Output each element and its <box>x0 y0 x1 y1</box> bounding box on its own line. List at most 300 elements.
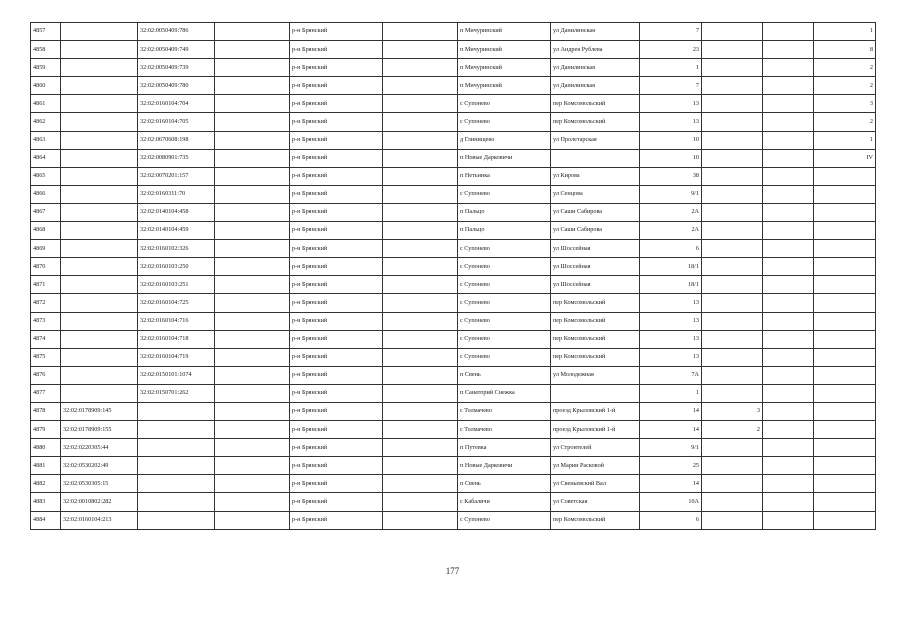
table-row <box>31 59 876 77</box>
cell-empty-col-3 <box>763 240 814 258</box>
cell-settlement: с Супонево <box>458 95 551 113</box>
cell-street: ул Шоссейная <box>551 240 640 258</box>
cell-district: р-н Брянский <box>290 113 383 131</box>
cell-district: р-н Брянский <box>290 493 383 511</box>
cell-street: ул Шоссейная <box>551 258 640 276</box>
cell-district: р-н Брянский <box>290 366 383 384</box>
cell-cadastral-number-b <box>138 475 215 493</box>
cell-cadastral-number-a: 32:02:0010802:282 <box>61 493 138 511</box>
cell-empty-col-1 <box>215 41 290 59</box>
cell-empty-col-2 <box>383 41 458 59</box>
cell-empty-col-3 <box>763 421 814 439</box>
cell-apartment-number <box>702 149 763 167</box>
cell-settlement: п Мичуринский <box>458 77 551 95</box>
cell-extra-value <box>814 493 876 511</box>
cell-apartment-number <box>702 113 763 131</box>
cell-settlement: с Супонево <box>458 511 551 529</box>
cell-cadastral-number-a <box>61 366 138 384</box>
cell-street: пер Комсомольский <box>551 511 640 529</box>
cell-cadastral-number-a <box>61 240 138 258</box>
cell-house-number: 1 <box>640 59 702 77</box>
cell-empty-col-1 <box>215 113 290 131</box>
cell-district: р-н Брянский <box>290 149 383 167</box>
cell-district: р-н Брянский <box>290 240 383 258</box>
cell-cadastral-number-b: 32:02:0150701:262 <box>138 384 215 402</box>
cell-empty-col-1 <box>215 439 290 457</box>
cell-cadastral-number-a <box>61 59 138 77</box>
cell-empty-col-2 <box>383 167 458 185</box>
cell-empty-col-3 <box>763 402 814 420</box>
cell-empty-col-1 <box>215 23 290 41</box>
cell-house-number: 13 <box>640 95 702 113</box>
cell-empty-col-2 <box>383 312 458 330</box>
cell-apartment-number: 3 <box>702 402 763 420</box>
cell-street: ул Молодежная <box>551 366 640 384</box>
cell-row-number: 4857 <box>31 23 61 41</box>
cell-empty-col-3 <box>763 23 814 41</box>
cell-extra-value <box>814 421 876 439</box>
cell-apartment-number <box>702 167 763 185</box>
cell-house-number: 10 <box>640 149 702 167</box>
cell-cadastral-number-a <box>61 149 138 167</box>
cell-cadastral-number-b: 32:02:0140104:459 <box>138 222 215 240</box>
cell-row-number: 4879 <box>31 421 61 439</box>
table-row <box>31 384 876 402</box>
cell-house-number: 7 <box>640 77 702 95</box>
cell-settlement: с Супонево <box>458 276 551 294</box>
cell-apartment-number <box>702 222 763 240</box>
cell-house-number: 6 <box>640 511 702 529</box>
cell-settlement: п Пальцо <box>458 222 551 240</box>
cell-extra-value <box>814 457 876 475</box>
cell-extra-value <box>814 366 876 384</box>
cell-settlement: с Супонево <box>458 185 551 203</box>
cell-settlement: с Супонево <box>458 113 551 131</box>
cell-row-number: 4884 <box>31 511 61 529</box>
cell-row-number: 4883 <box>31 493 61 511</box>
cell-empty-col-2 <box>383 59 458 77</box>
cell-district: р-н Брянский <box>290 203 383 221</box>
cell-settlement: п Свень <box>458 475 551 493</box>
cell-street: ул Саши Сабирова <box>551 203 640 221</box>
cell-settlement: с Толмачево <box>458 402 551 420</box>
cell-street: ул Марии Расковой <box>551 457 640 475</box>
table-row <box>31 439 876 457</box>
cell-district: р-н Брянский <box>290 131 383 149</box>
cell-cadastral-number-a <box>61 113 138 131</box>
cell-district: р-н Брянский <box>290 330 383 348</box>
cell-street: ул Данилинская <box>551 59 640 77</box>
cell-district: р-н Брянский <box>290 41 383 59</box>
cell-empty-col-1 <box>215 131 290 149</box>
table-row <box>31 23 876 41</box>
cell-cadastral-number-b <box>138 457 215 475</box>
cell-apartment-number <box>702 95 763 113</box>
cell-row-number: 4869 <box>31 240 61 258</box>
cell-house-number: 7А <box>640 366 702 384</box>
cell-empty-col-1 <box>215 348 290 366</box>
cell-empty-col-2 <box>383 23 458 41</box>
table-row <box>31 348 876 366</box>
cell-cadastral-number-b: 32:02:0050409:786 <box>138 23 215 41</box>
cell-cadastral-number-a: 32:02:0178909:155 <box>61 421 138 439</box>
cell-apartment-number <box>702 511 763 529</box>
cell-apartment-number <box>702 348 763 366</box>
cell-district: р-н Брянский <box>290 95 383 113</box>
table-row <box>31 113 876 131</box>
cell-district: р-н Брянский <box>290 312 383 330</box>
cell-house-number: 14 <box>640 475 702 493</box>
cell-empty-col-3 <box>763 185 814 203</box>
page-number: 177 <box>445 566 460 576</box>
cell-district: р-н Брянский <box>290 511 383 529</box>
cell-empty-col-3 <box>763 258 814 276</box>
cell-empty-col-3 <box>763 113 814 131</box>
cell-empty-col-1 <box>215 294 290 312</box>
cell-empty-col-3 <box>763 439 814 457</box>
table-row <box>31 95 876 113</box>
cell-house-number: 23 <box>640 41 702 59</box>
cell-extra-value <box>814 348 876 366</box>
cell-empty-col-2 <box>383 95 458 113</box>
cell-row-number: 4874 <box>31 330 61 348</box>
cell-row-number: 4875 <box>31 348 61 366</box>
cell-settlement: с Супонево <box>458 348 551 366</box>
cell-house-number: 9/1 <box>640 439 702 457</box>
cell-street: пер Комсомольский <box>551 294 640 312</box>
cell-district: р-н Брянский <box>290 276 383 294</box>
cell-empty-col-2 <box>383 294 458 312</box>
cell-apartment-number <box>702 185 763 203</box>
cell-apartment-number <box>702 240 763 258</box>
cell-street: проезд Крыловский 1-й <box>551 421 640 439</box>
cell-house-number: 38 <box>640 167 702 185</box>
cell-empty-col-2 <box>383 113 458 131</box>
cell-empty-col-1 <box>215 276 290 294</box>
cell-house-number: 6 <box>640 240 702 258</box>
cell-cadastral-number-a <box>61 384 138 402</box>
cell-empty-col-2 <box>383 77 458 95</box>
cell-apartment-number <box>702 131 763 149</box>
cell-row-number: 4871 <box>31 276 61 294</box>
cell-house-number: 7 <box>640 23 702 41</box>
cell-extra-value <box>814 240 876 258</box>
cell-empty-col-3 <box>763 493 814 511</box>
cell-empty-col-3 <box>763 366 814 384</box>
cell-cadastral-number-a <box>61 95 138 113</box>
cell-district: р-н Брянский <box>290 475 383 493</box>
cell-empty-col-2 <box>383 185 458 203</box>
cell-apartment-number <box>702 258 763 276</box>
cell-apartment-number <box>702 493 763 511</box>
cell-cadastral-number-a <box>61 203 138 221</box>
cell-cadastral-number-a <box>61 77 138 95</box>
cell-empty-col-1 <box>215 203 290 221</box>
cell-row-number: 4860 <box>31 77 61 95</box>
cell-settlement: п Санаторий Снежка <box>458 384 551 402</box>
cell-row-number: 4865 <box>31 167 61 185</box>
table-row <box>31 131 876 149</box>
cell-house-number: 2А <box>640 222 702 240</box>
cell-empty-col-2 <box>383 402 458 420</box>
cell-apartment-number <box>702 330 763 348</box>
cell-cadastral-number-b: 32:02:0160104:716 <box>138 312 215 330</box>
cell-extra-value <box>814 384 876 402</box>
cell-cadastral-number-a: 32:02:0530202:49 <box>61 457 138 475</box>
cell-empty-col-3 <box>763 276 814 294</box>
cell-empty-col-1 <box>215 222 290 240</box>
cell-row-number: 4876 <box>31 366 61 384</box>
cell-extra-value: 1 <box>814 23 876 41</box>
table-row <box>31 457 876 475</box>
cell-cadastral-number-b: 32:02:0160104:705 <box>138 113 215 131</box>
cell-house-number: 10А <box>640 493 702 511</box>
cell-extra-value: 2 <box>814 113 876 131</box>
cell-house-number: 9/1 <box>640 185 702 203</box>
cell-empty-col-3 <box>763 59 814 77</box>
cell-house-number: 2А <box>640 203 702 221</box>
cell-empty-col-2 <box>383 511 458 529</box>
cell-street: пер Комсомольский <box>551 348 640 366</box>
cell-empty-col-1 <box>215 475 290 493</box>
cell-house-number: 13 <box>640 294 702 312</box>
cell-apartment-number <box>702 59 763 77</box>
cell-empty-col-3 <box>763 77 814 95</box>
cell-row-number: 4872 <box>31 294 61 312</box>
cell-cadastral-number-b: 32:02:0160311:70 <box>138 185 215 203</box>
cell-settlement: п Новые Дарковичи <box>458 149 551 167</box>
cell-extra-value <box>814 475 876 493</box>
cell-extra-value: IV <box>814 149 876 167</box>
table-row <box>31 258 876 276</box>
table-row <box>31 167 876 185</box>
cell-extra-value <box>814 185 876 203</box>
cell-street: ул Свеньевский Вал <box>551 475 640 493</box>
cell-empty-col-2 <box>383 203 458 221</box>
cell-apartment-number <box>702 23 763 41</box>
cell-street: пер Комсомольский <box>551 95 640 113</box>
cell-empty-col-1 <box>215 95 290 113</box>
cell-street: ул Шоссейная <box>551 276 640 294</box>
cell-row-number: 4866 <box>31 185 61 203</box>
cell-extra-value <box>814 294 876 312</box>
cell-empty-col-2 <box>383 366 458 384</box>
cell-apartment-number <box>702 294 763 312</box>
cell-apartment-number <box>702 41 763 59</box>
cell-empty-col-1 <box>215 457 290 475</box>
cell-extra-value <box>814 402 876 420</box>
cell-cadastral-number-a <box>61 185 138 203</box>
cell-row-number: 4878 <box>31 402 61 420</box>
cell-empty-col-2 <box>383 330 458 348</box>
cell-row-number: 4861 <box>31 95 61 113</box>
cell-empty-col-3 <box>763 203 814 221</box>
table-row <box>31 294 876 312</box>
cell-cadastral-number-a <box>61 258 138 276</box>
cell-street <box>551 149 640 167</box>
cell-house-number: 13 <box>640 113 702 131</box>
cell-extra-value: 1 <box>814 131 876 149</box>
cell-empty-col-1 <box>215 258 290 276</box>
cell-extra-value <box>814 330 876 348</box>
cell-district: р-н Брянский <box>290 185 383 203</box>
cell-district: р-н Брянский <box>290 59 383 77</box>
table-row <box>31 402 876 420</box>
cell-extra-value <box>814 203 876 221</box>
table-row <box>31 366 876 384</box>
cell-settlement: п Свень <box>458 366 551 384</box>
table-row <box>31 421 876 439</box>
cell-house-number: 13 <box>640 330 702 348</box>
cell-empty-col-3 <box>763 475 814 493</box>
cell-district: р-н Брянский <box>290 421 383 439</box>
cell-row-number: 4881 <box>31 457 61 475</box>
cell-cadastral-number-b: 32:02:0160103:251 <box>138 276 215 294</box>
cell-empty-col-2 <box>383 439 458 457</box>
cell-empty-col-2 <box>383 276 458 294</box>
cell-house-number: 14 <box>640 421 702 439</box>
cell-empty-col-1 <box>215 493 290 511</box>
cell-empty-col-1 <box>215 185 290 203</box>
cell-settlement: д Глинищево <box>458 131 551 149</box>
registry-table <box>30 22 876 530</box>
cell-street: ул Данилинская <box>551 77 640 95</box>
cell-settlement: с Супонево <box>458 258 551 276</box>
cell-street: ул Сенцова <box>551 185 640 203</box>
cell-extra-value: 2 <box>814 77 876 95</box>
cell-cadastral-number-b: 32:02:0160104:718 <box>138 330 215 348</box>
table-row <box>31 149 876 167</box>
table-row <box>31 511 876 529</box>
table-row <box>31 312 876 330</box>
cell-row-number: 4882 <box>31 475 61 493</box>
table-row <box>31 240 876 258</box>
cell-empty-col-1 <box>215 312 290 330</box>
cell-settlement: с Супонево <box>458 330 551 348</box>
cell-cadastral-number-a <box>61 312 138 330</box>
cell-empty-col-2 <box>383 348 458 366</box>
cell-extra-value: 8 <box>814 41 876 59</box>
cell-cadastral-number-b: 32:02:0160102:326 <box>138 240 215 258</box>
cell-cadastral-number-a <box>61 23 138 41</box>
cell-empty-col-2 <box>383 493 458 511</box>
cell-house-number: 10 <box>640 131 702 149</box>
cell-cadastral-number-a <box>61 222 138 240</box>
cell-cadastral-number-b: 32:02:0140104:458 <box>138 203 215 221</box>
cell-house-number: 1 <box>640 384 702 402</box>
cell-extra-value <box>814 276 876 294</box>
table-row <box>31 330 876 348</box>
cell-row-number: 4870 <box>31 258 61 276</box>
cell-street: пер Комсомольский <box>551 330 640 348</box>
cell-row-number: 4867 <box>31 203 61 221</box>
cell-empty-col-3 <box>763 222 814 240</box>
cell-cadastral-number-a <box>61 167 138 185</box>
cell-cadastral-number-b <box>138 439 215 457</box>
cell-settlement: п Мичуринский <box>458 59 551 77</box>
cell-empty-col-1 <box>215 330 290 348</box>
cell-street: ул Данилинская <box>551 23 640 41</box>
cell-extra-value <box>814 439 876 457</box>
cell-district: р-н Брянский <box>290 439 383 457</box>
cell-cadastral-number-b <box>138 402 215 420</box>
cell-street: ул Пролетарская <box>551 131 640 149</box>
cell-row-number: 4873 <box>31 312 61 330</box>
cell-cadastral-number-b: 32:02:0160103:250 <box>138 258 215 276</box>
cell-empty-col-1 <box>215 402 290 420</box>
cell-settlement: с Кабаличи <box>458 493 551 511</box>
cell-empty-col-3 <box>763 384 814 402</box>
cell-apartment-number <box>702 366 763 384</box>
cell-empty-col-3 <box>763 95 814 113</box>
cell-empty-col-1 <box>215 167 290 185</box>
table-row <box>31 185 876 203</box>
cell-empty-col-1 <box>215 149 290 167</box>
cell-district: р-н Брянский <box>290 348 383 366</box>
cell-empty-col-3 <box>763 131 814 149</box>
cell-empty-col-3 <box>763 167 814 185</box>
cell-apartment-number <box>702 439 763 457</box>
cell-house-number: 13 <box>640 312 702 330</box>
cell-empty-col-1 <box>215 511 290 529</box>
table-row <box>31 77 876 95</box>
cell-empty-col-2 <box>383 457 458 475</box>
cell-empty-col-3 <box>763 348 814 366</box>
cell-settlement: с Супонево <box>458 312 551 330</box>
cell-empty-col-1 <box>215 366 290 384</box>
cell-street: ул Советская <box>551 493 640 511</box>
cell-row-number: 4877 <box>31 384 61 402</box>
cell-cadastral-number-b <box>138 421 215 439</box>
cell-street: ул Кирова <box>551 167 640 185</box>
table-row <box>31 203 876 221</box>
cell-cadastral-number-b: 32:02:0050409:780 <box>138 77 215 95</box>
cell-empty-col-3 <box>763 149 814 167</box>
cell-house-number: 14 <box>640 402 702 420</box>
cell-cadastral-number-a <box>61 294 138 312</box>
cell-empty-col-2 <box>383 475 458 493</box>
cell-cadastral-number-a: 32:02:0178909:145 <box>61 402 138 420</box>
cell-cadastral-number-b: 32:02:0150101:1074 <box>138 366 215 384</box>
cell-cadastral-number-b: 32:02:0670608:198 <box>138 131 215 149</box>
cell-empty-col-3 <box>763 312 814 330</box>
cell-street: ул Андрея Рублева <box>551 41 640 59</box>
cell-empty-col-2 <box>383 421 458 439</box>
cell-cadastral-number-a <box>61 41 138 59</box>
cell-row-number: 4880 <box>31 439 61 457</box>
cell-cadastral-number-b: 32:02:0080901:735 <box>138 149 215 167</box>
cell-empty-col-2 <box>383 131 458 149</box>
cell-row-number: 4858 <box>31 41 61 59</box>
table-row <box>31 41 876 59</box>
cell-extra-value <box>814 511 876 529</box>
cell-row-number: 4863 <box>31 131 61 149</box>
cell-street: пер Комсомольский <box>551 113 640 131</box>
cell-district: р-н Брянский <box>290 222 383 240</box>
cell-row-number: 4868 <box>31 222 61 240</box>
cell-cadastral-number-a <box>61 276 138 294</box>
table-row <box>31 222 876 240</box>
cell-empty-col-3 <box>763 330 814 348</box>
table-row <box>31 493 876 511</box>
cell-street: проезд Крыловский 1-й <box>551 402 640 420</box>
cell-extra-value: 3 <box>814 95 876 113</box>
cell-settlement: с Толмачево <box>458 421 551 439</box>
cell-apartment-number <box>702 77 763 95</box>
cell-row-number: 4864 <box>31 149 61 167</box>
cell-cadastral-number-b: 32:02:0050409:739 <box>138 59 215 77</box>
cell-district: р-н Брянский <box>290 294 383 312</box>
